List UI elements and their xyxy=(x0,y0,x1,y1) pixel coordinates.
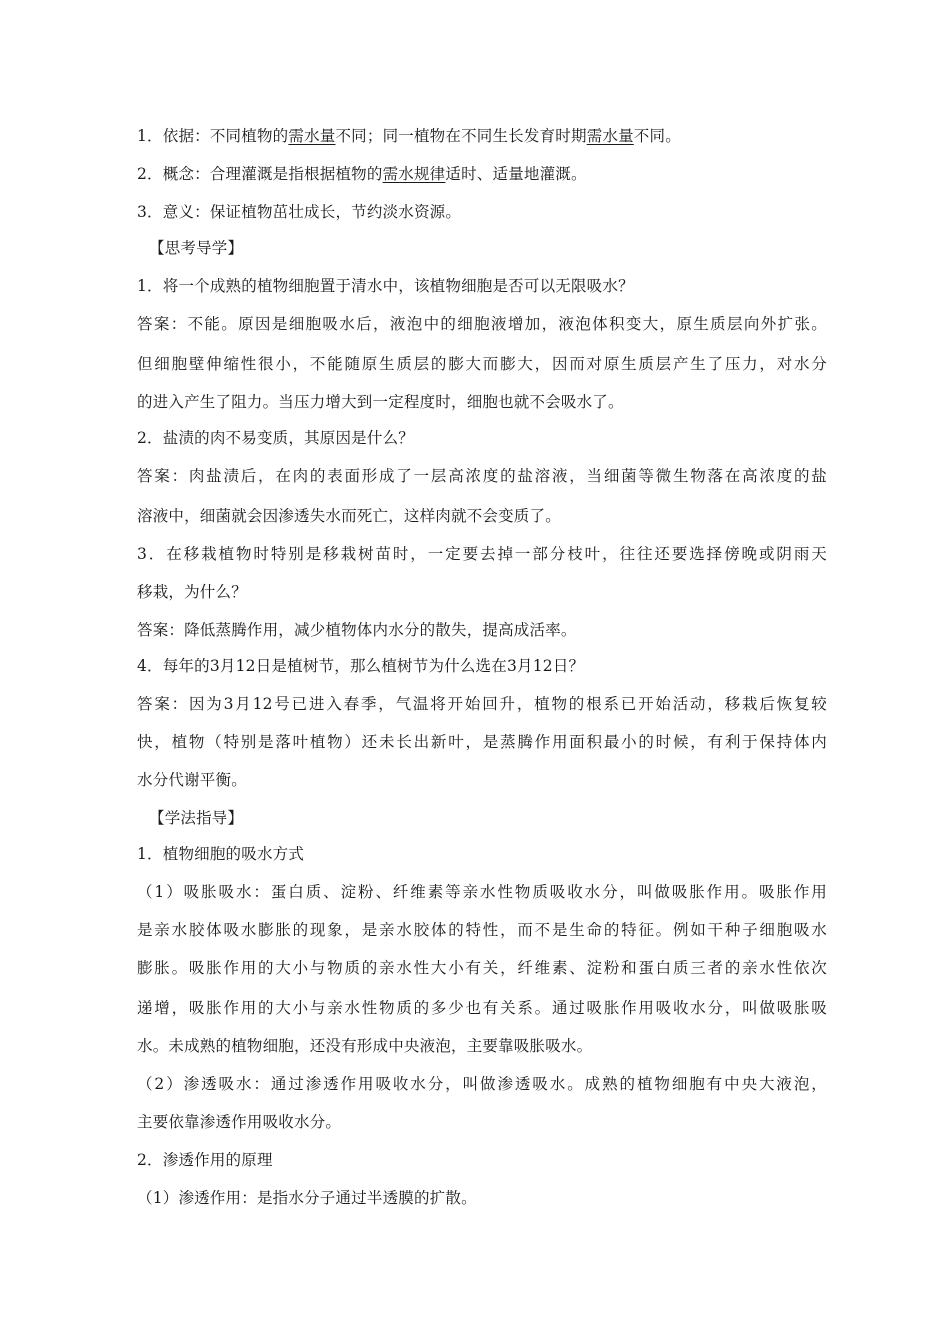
underlined-term: 需水规律 xyxy=(382,165,446,183)
answer-1-line: 答案：不能。原因是细胞吸水后，液泡中的细胞液增加，液泡体积变大，原生质层向外扩张。 xyxy=(137,315,827,333)
answer-3: 答案：降低蒸腾作用，减少植物体内水分的散失，提高成活率。 xyxy=(137,621,577,639)
answer-4-line: 水分代谢平衡。 xyxy=(137,771,247,789)
paragraph-concept xyxy=(137,162,587,184)
question-3-line: 3．在移栽植物时特别是移栽树苗时，一定要去掉一部分枝叶，往往还要选择傍晚或阴雨天 xyxy=(137,545,827,563)
section-heading-thinking: 【思考导学】 xyxy=(149,239,244,257)
answer-2-line: 答案：肉盐渍后，在肉的表面形成了一层高浓度的盐溶液，当细菌等微生物落在高浓度的盐 xyxy=(137,467,827,485)
imbibition-line: 递增，吸胀作用的大小与亲水性物质的多少也有关系。通过吸胀作用吸收水分，叫做吸胀吸 xyxy=(137,999,827,1017)
text: 不同；同一植物在不同生长发育时期 xyxy=(335,127,587,145)
imbibition-line: 水。未成熟的植物细胞，还没有形成中央液泡，主要靠吸胀吸水。 xyxy=(137,1037,593,1055)
osmotic-line: （2）渗透吸水：通过渗透作用吸收水分，叫做渗透吸水。成熟的植物细胞有中央大液泡， xyxy=(137,1075,827,1093)
osmotic-line: 主要依靠渗透作用吸收水分。 xyxy=(137,1113,342,1131)
answer-4-line: 答案：因为3月12号已进入春季，气温将开始回升，植物的根系已开始活动，移栽后恢复较 xyxy=(137,695,827,713)
imbibition-line: 是亲水胶体吸水膨胀的现象，是亲水胶体的特性，而不是生命的特征。例如干种子细胞吸水 xyxy=(137,921,827,939)
question-4: 4．每年的3月12日是植树节，那么植树节为什么选在3月12日？ xyxy=(137,657,585,675)
question-3-line: 移栽，为什么？ xyxy=(137,583,247,601)
subsection-osmosis-principle: 2．渗透作用的原理 xyxy=(137,1151,273,1169)
paragraph-significance: 3．意义：保证植物茁壮成长，节约淡水资源。 xyxy=(137,203,462,221)
text: 2．概念：合理灌溉是指根据植物的 xyxy=(137,165,383,183)
text: 不同。 xyxy=(633,127,681,145)
osmosis-definition: （1）渗透作用：是指水分子通过半透膜的扩散。 xyxy=(137,1189,477,1207)
answer-1-line: 但细胞壁伸缩性很小，不能随原生质层的膨大而膨大，因而对原生质层产生了压力，对水分 xyxy=(137,355,827,373)
question-2: 2．盐渍的肉不易变质，其原因是什么？ xyxy=(137,429,414,447)
text: 1．依据：不同植物的 xyxy=(137,127,289,145)
section-heading-method: 【学法指导】 xyxy=(149,809,244,827)
underlined-term: 需水量 xyxy=(288,127,336,145)
imbibition-line: （1）吸胀吸水：蛋白质、淀粉、纤维素等亲水性物质吸收水分，叫做吸胀作用。吸胀作用 xyxy=(137,883,827,901)
paragraph-basis xyxy=(137,124,681,146)
answer-2-line: 溶液中，细菌就会因渗透失水而死亡，这样肉就不会变质了。 xyxy=(137,507,561,525)
text: 适时、适量地灌溉。 xyxy=(445,165,587,183)
question-1: 1．将一个成熟的植物细胞置于清水中，该植物细胞是否可以无限吸水？ xyxy=(137,277,634,295)
underlined-term: 需水量 xyxy=(586,127,634,145)
answer-4-line: 快，植物（特别是落叶植物）还未长出新叶，是蒸腾作用面积最小的时候，有利于保持体内 xyxy=(137,733,827,751)
imbibition-line: 膨胀。吸胀作用的大小与物质的亲水性大小有关，纤维素、淀粉和蛋白质三者的亲水性依次 xyxy=(137,959,827,977)
subsection-absorption: 1．植物细胞的吸水方式 xyxy=(137,845,305,863)
answer-1-line: 的进入产生了阻力。当压力增大到一定程度时，细胞也就不会吸水了。 xyxy=(137,393,624,411)
